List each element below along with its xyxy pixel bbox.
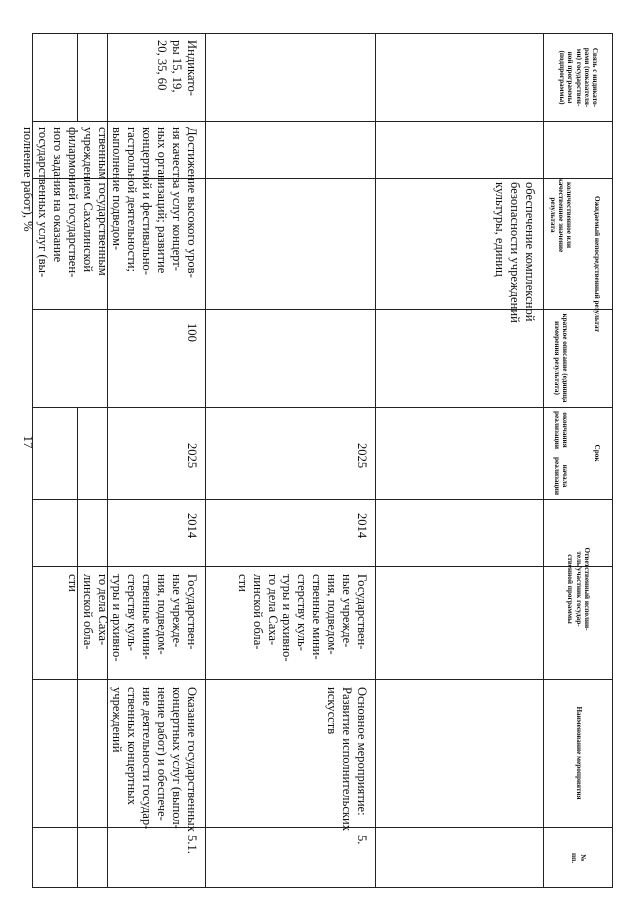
header-start-text: начала реализации [553,457,570,495]
row3-responsible: Государствен- ные учрежде- ния, подведом- ственные мини- стерству куль- туры и архивно- го дела Саха- линской обла- сти [65,574,199,662]
header-expected-text: Ожидаемый непосредственный результат [592,196,601,332]
row3-start: 2014 [185,513,199,539]
header-cell-num [543,827,614,889]
row2-responsible: Государствен- ные учрежде- ния, подведом- ственные мини- стерству куль- туры и архивно- го дела Саха- линской обла- сти [235,574,369,662]
row3-end-cell [33,407,205,499]
header-short-desc-text: краткое описание (единица измерения результата) [553,313,570,403]
row2-start-cell [205,499,375,566]
row2-name-cell [205,679,375,832]
column-rule [375,34,376,887]
header-cell-end [543,407,579,453]
header-cell-value-strip [543,121,579,309]
row3-end: 2025 [185,443,199,469]
row2-end: 2025 [355,443,369,469]
header-cell-name [543,679,614,827]
header-cell-start [543,453,579,499]
header-cell-short-desc [543,309,579,407]
header-term-text: Срок [592,444,601,462]
row3-num-cell [33,827,205,889]
row2-name: Основное мероприятие: Развитие исполнительских искусств [325,687,369,832]
row2-start: 2014 [355,513,369,539]
header-cell-term [579,407,614,499]
header-end-text: окончания реализации [553,411,570,449]
row2-end-cell [205,407,375,499]
header-name-text: Наименование мероприятия [574,706,583,800]
row3-value-cell [33,309,205,407]
row3-responsible-cell [33,566,205,679]
row3-link: Индикато- ры 15, 19, 20, 35, 60 [155,40,199,97]
header-cell-expected-result [579,121,614,407]
header-cell-responsible [543,499,614,679]
row2-num-cell [205,827,375,889]
page-number: 17 [21,435,36,449]
row3-name: Оказание государственных концертных услуг (выпол- нение работ) и обеспече- ние деятельности государ- ственных концертных учреждений [110,687,199,832]
row3-short-desc-cell [21,121,205,309]
header-num-text: № пп. [570,852,587,864]
row3-short-desc: Достижение высокого уров- ня качества услуг концерт- ных организаций; развитие концертной и фестивально- гастрольной деятельности; выполнение подведом- ственным государственным учреждением Сахалинской филармонией государствен- ного задания на оказание государственных услуг (вы- полнение работ), % [21,127,199,278]
header-link-text: Связь с индикато- рами (показателя- ми) государствен- ной программы (подпрограммы) [558,47,600,108]
row3-name-cell [33,679,205,832]
header-responsible-text: Ответственный исполни- тель/участник государ- ственной программы [566,547,591,631]
row3-link-cell [33,34,205,121]
row3-start-cell [33,499,205,566]
header-cell-link-strip [543,34,614,121]
row2-responsible-cell [205,566,375,679]
row3-num: 5.1. [185,835,199,854]
header-value-text: количественное или качественное значение результата [548,177,574,253]
row1-short-desc-cell [375,178,543,323]
row3-value: 100 [185,323,199,342]
row1-short-desc: обеспечение комплексной безопасности учреждений культуры, единиц [493,182,537,323]
row2-num: 5. [355,835,369,845]
